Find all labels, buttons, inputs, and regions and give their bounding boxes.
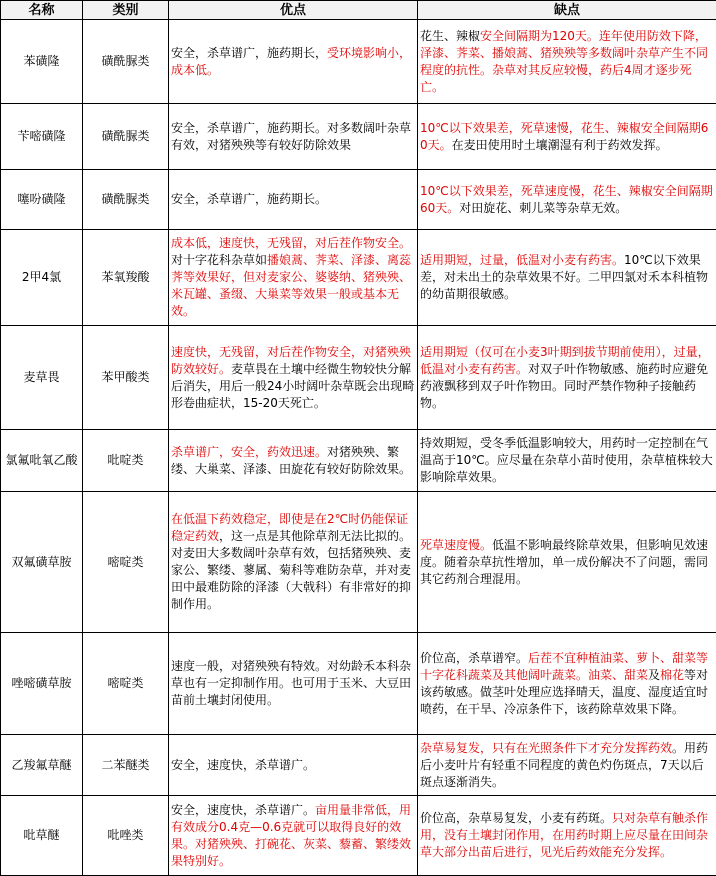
herbicide-name: 苯磺隆 [1, 20, 83, 104]
text-segment: 及 [648, 668, 660, 682]
text-segment: 对双子叶作物敏感、施药时应避免药液飘移到双子叶作物田。同时严禁作物种子接触药物。 [420, 362, 708, 410]
pros-cell [169, 633, 418, 735]
table-row [1, 492, 716, 633]
table-row [1, 633, 716, 735]
herbicide-class: 苯氧羧酸 [83, 230, 169, 326]
pros-cell [169, 230, 418, 326]
highlighted-text: 杂草易复发，只有在光照条件下才充分发挥药效 [420, 741, 672, 755]
cons-cell [418, 326, 716, 430]
table-row [1, 430, 716, 492]
table-row [1, 796, 716, 876]
pros-cell [169, 326, 418, 430]
cons-cell [418, 20, 716, 104]
highlighted-text: 后茬不宜种植油菜、萝卜、甜菜等十字花科蔬菜及其他阔叶蔬菜。油菜、甜菜 [420, 651, 708, 682]
highlighted-text: 安全间隔期为120天。连年使用防效下降，泽漆、荠菜、播娘蒿、猪殃殃等多数阔叶杂草产生不同程度的抗性。杂草对其反应较慢，药后4周才逐步死亡。 [420, 29, 708, 94]
highlighted-text: 亩用量非常低，用有效成分0.4克—0.6克就可以取得良好的效果。对猪殃殃、打碗花、灰菜、藜蓄、繁缕效果特别好。 [171, 803, 411, 868]
herbicide-name: 唑嘧磺草胺 [1, 633, 83, 735]
herbicide-name: 苄嘧磺隆 [1, 104, 83, 170]
text-segment: 等对该药敏感。做茎叶处理应选择晴天，温度、湿度适宜时喷药，在干旱、冷凉条件下，该药除草效果下降。 [420, 668, 708, 716]
cons-cell [418, 430, 716, 492]
highlighted-text: 成本低，速度快，无残留，对后茬作物安全。 [171, 236, 411, 250]
text-segment: 对田旋花、刺儿菜等杂草无效。 [459, 201, 627, 215]
header-pros: 优点 [169, 1, 418, 20]
herbicide-class: 吡唑类 [83, 796, 169, 876]
highlighted-text: 杀草谱广，安全，药效迅速。 [171, 445, 327, 459]
text-segment: ，这一点是其他除草剂无法比拟的。对麦田大多数阔叶杂草有效，包括猪殃殃、麦家公、繁缕、蓼属、菊科等难防杂草，并对麦田中最难防除的泽漆（大戟科）有非常好的抑制作用。 [171, 529, 411, 611]
text-segment: 花生、辣椒 [420, 29, 480, 43]
text-segment: 持效期短，受冬季低温影响较大，用药时一定控制在气温高于10℃。应尽量在杂草小苗时使用，杂草植株较大影响除草效果。 [420, 436, 713, 484]
text-segment: 10℃以下效果差，对未出土的杂草效果不好。二甲四氯对禾本科植物的幼苗期很敏感。 [420, 253, 708, 301]
highlighted-text: 播娘蒿、荠菜、泽漆、离蕊荠等效果好，但对麦家公、婆婆纳、猪殃殃、米瓦罐、蚤缀、大巢菜等效果一般或基本无效。 [171, 253, 411, 318]
text-segment: 价位高，杀草谱窄。 [420, 651, 528, 665]
herbicide-class: 苯甲酸类 [83, 326, 169, 430]
pros-cell [169, 430, 418, 492]
highlighted-text: 在低温下药效稳定，即使是在2℃时仍能保证稳定药效 [171, 512, 408, 543]
herbicide-class: 磺酰脲类 [83, 170, 169, 230]
text-segment: 对十字花科杂草如 [171, 253, 267, 267]
herbicide-name: 麦草畏 [1, 326, 83, 430]
cons-cell [418, 796, 716, 876]
herbicide-class: 吡啶类 [83, 430, 169, 492]
herbicide-class: 二苯醚类 [83, 735, 169, 796]
highlighted-text: 棉花 [660, 668, 684, 682]
highlighted-text: 速度快，无残留，对后茬作物安全，对猪殃殃防效较好。 [171, 345, 411, 376]
header-class: 类别 [83, 1, 169, 20]
highlighted-text: 10℃以下效果差，死草速慢，花生、辣椒安全间隔期60天。 [420, 121, 708, 152]
herbicide-name: 氯氟吡氧乙酸 [1, 430, 83, 492]
cons-cell [418, 633, 716, 735]
text-segment: 安全，杀草谱广，施药期长。对多数阔叶杂草有效，对猪殃殃等有较好防除效果 [171, 121, 411, 152]
header-cons: 缺点 [418, 1, 716, 20]
text-segment: 安全，速度快，杀草谱广。 [171, 803, 315, 817]
cons-cell [418, 170, 716, 230]
pros-cell [169, 20, 418, 104]
herbicide-class: 磺酰脲类 [83, 20, 169, 104]
table-row [1, 104, 716, 170]
pros-cell [169, 104, 418, 170]
text-segment: 低温不影响最终除草效果，但影响见效速度。随着杂草抗性增加，单一成份解决不了问题，需同其它药剂合理混用。 [420, 538, 708, 586]
highlighted-text: 10℃以下效果差，死草速度慢，花生、辣椒安全间隔期60天。 [420, 184, 713, 215]
header-row [1, 1, 716, 20]
text-segment: 在麦田使用时土壤潮湿有利于药效发挥。 [452, 138, 668, 152]
table-row [1, 170, 716, 230]
text-segment: 麦草畏在土壤中经微生物较快分解后消失，用后一般24小时阔叶杂草既会出现畸形卷曲症状，15-20天死亡。 [171, 362, 414, 410]
herbicide-class: 嘧啶类 [83, 633, 169, 735]
table-row [1, 20, 716, 104]
pros-cell [169, 170, 418, 230]
text-segment: 价位高，杂草易复发，小麦有药斑。 [420, 811, 612, 825]
cons-cell [418, 230, 716, 326]
cons-cell [418, 735, 716, 796]
herbicide-name: 吡草醚 [1, 796, 83, 876]
pros-cell [169, 796, 418, 876]
table-row [1, 230, 716, 326]
text-segment: 安全，杀草谱广，施药期长。 [171, 192, 327, 206]
text-segment: 。用药后小麦叶片有轻重不同程度的黄色灼伤斑点，7天以后斑点逐渐消失。 [420, 741, 708, 789]
herbicide-class: 嘧啶类 [83, 492, 169, 633]
herbicide-name: 噻吩磺隆 [1, 170, 83, 230]
text-segment: 对猪殃殃、繁缕、大巢菜、泽漆、田旋花有较好防除效果。 [171, 445, 411, 476]
herbicide-name: 双氟磺草胺 [1, 492, 83, 633]
table-row [1, 326, 716, 430]
cons-cell [418, 104, 716, 170]
pros-cell [169, 735, 418, 796]
text-segment: 速度一般，对猪殃殃有特效。对幼龄禾本科杂草也有一定抑制作用。也可用于玉米、大豆田苗前土壤封闭使用。 [171, 659, 411, 707]
highlighted-text: 适用期短，过量，低温对小麦有药害。 [420, 253, 624, 267]
highlighted-text: 适用期短（仅可在小麦3叶期到拔节期前使用），过量，低温对小麦有药害。 [420, 345, 710, 376]
text-segment: 安全，速度快，杀草谱广。 [171, 758, 315, 772]
highlighted-text: 死草速度慢。 [420, 538, 492, 552]
herbicide-name: 2甲4氯 [1, 230, 83, 326]
text-segment: 安全，杀草谱广，施药期长， [171, 46, 327, 60]
highlighted-text: 受环境影响小，成本低。 [171, 46, 411, 77]
cons-cell [418, 492, 716, 633]
herbicide-name: 乙羧氟草醚 [1, 735, 83, 796]
header-name: 名称 [1, 1, 83, 20]
table-row [1, 735, 716, 796]
pros-cell [169, 492, 418, 633]
herbicide-class: 磺酰脲类 [83, 104, 169, 170]
highlighted-text: 只对杂草有触杀作用，没有土壤封闭作用，在用药时期上应尽量在田间杂草大部分出苗后进行，见光后药效能充分发挥。 [420, 811, 708, 859]
